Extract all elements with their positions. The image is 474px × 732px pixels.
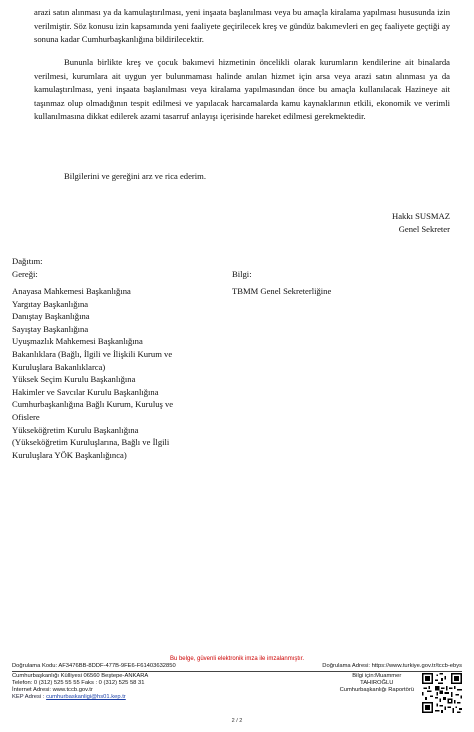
- info-name: TAHIROĞLU: [360, 680, 394, 686]
- signer-name: Hakkı SUSMAZ: [391, 211, 450, 221]
- distribution-label: Dağıtım:: [12, 256, 43, 266]
- gereği-label: Gereği:: [12, 269, 38, 279]
- kep-label: KEP Adresi :: [12, 694, 47, 700]
- footer-web: İnternet Adresi: www.tccb.gov.tr: [12, 687, 93, 693]
- footer-info: [340, 673, 414, 694]
- info-label: Bilgi için:Muammer: [352, 673, 402, 679]
- signer-title: Genel Sekreter: [398, 224, 450, 234]
- gereği-item: Yükseköğretim Kurulu Başkanlığına: [12, 424, 139, 435]
- gereği-item: Cumhurbaşkanlığına Bağlı Kurum, Kuruluş ve: [12, 399, 174, 410]
- gereği-item: Anayasa Mahkemesi Başkanlığına: [12, 286, 131, 296]
- gereği-item: Kuruluşlara YÖK Başkanlığınca): [12, 449, 127, 460]
- gereği-list: [12, 285, 232, 461]
- footer-kep: [12, 694, 148, 701]
- kep-address-link[interactable]: cumhurbaskanligi@hs01.kep.tr: [46, 694, 126, 700]
- info-title: Cumhurbaşkanlığı Raportörü: [339, 687, 414, 693]
- gereği-item: Bakanlıklara (Bağlı, İlgili ve İlişkili Kurum ve: [12, 348, 173, 359]
- paragraph-1: arazi satın alınması ya da kamulaştırılması, yeni inşaata başlanılması veya bu amaçla kiralama yapılması hususunda izin verilmiştir. Söz konusu izin kapsamında yeni faaliyete geçirilecek kreş ve gündüz bakımevleri en geç faaliyete geçtiği ay sonuna kadar Cumhurbaşkanlığına bildirilecektir.: [34, 7, 450, 44]
- gereği-item: Danıştay Başkanlığına: [12, 311, 90, 322]
- gereği-item: Ofislere: [12, 411, 40, 422]
- footer-divider: [12, 671, 462, 672]
- page-number: 2 / 2: [231, 718, 243, 724]
- gereği-item: Yargıtay Başkanlığına: [12, 298, 89, 309]
- gereği-item: Uyuşmazlık Mahkemesi Başkanlığına: [12, 336, 143, 347]
- verification-address: Doğrulama Adresi: https://www.turkiye.gov.tr/tccb-ebys: [322, 663, 462, 669]
- footer-address: Cumhurbaşkanlığı Külliyesi 06560 Beştepe-ANKARA: [12, 673, 149, 679]
- esign-note: Bu belge, güvenli elektronik imza ile imzalanmıştır.: [169, 656, 305, 662]
- gereği-item: Hakimler ve Savcılar Kurulu Başkanlığına: [12, 386, 159, 397]
- paragraph-2: Bununla birlikte kreş ve çocuk bakımevi hizmetinin öncelikli olarak kurumların kendilerine ait binalarda verilmesi, kurumlara ait uygun yer bulunmaması halinde anılan hizmet için arsa veya arazi satın alınması ya da kamulaştırılması, yeni inşaata başlanılması veya kiralama yapılmasından önce bu amaçla kullanılacak Hazineye ait taşınmaz olup olmadığının tespit edilmesi ve yapılacak harcamalarda kamu kaynaklarının etkili, ekonomik ve verimli kullanılmasına dikkat edilerek azami tasarruf anlayışı içerisinde hareket edilmesi gerekmektedir.: [34, 57, 450, 121]
- footer-phone: Telefon: 0 (312) 525 55 55 Faks : 0 (312) 525 58 31: [12, 680, 145, 686]
- verification-code: Doğrulama Kodu: AF3476BB-8DDF-477B-9FE6-F61403632850: [12, 663, 176, 669]
- gereği-item: Sayıştay Başkanlığına: [12, 323, 89, 334]
- signature-block: [392, 210, 450, 236]
- bilgi-list: [232, 285, 452, 298]
- qr-code-icon: [422, 673, 462, 713]
- bilgi-item: TBMM Genel Sekreterliğine: [232, 286, 332, 296]
- gereği-item: Yüksek Seçim Kurulu Başkanlığına: [12, 374, 136, 385]
- paragraph-3: Bilgilerini ve gereğini arz ve rica ederim.: [64, 171, 206, 181]
- footer-contact: [12, 673, 148, 701]
- gereği-item: (Yükseköğretim Kuruluşlarına, Bağlı ve İlgili: [12, 437, 170, 448]
- gereği-item: Kuruluşlara Bakanlıklarca): [12, 361, 106, 372]
- bilgi-label: Bilgi:: [232, 269, 252, 279]
